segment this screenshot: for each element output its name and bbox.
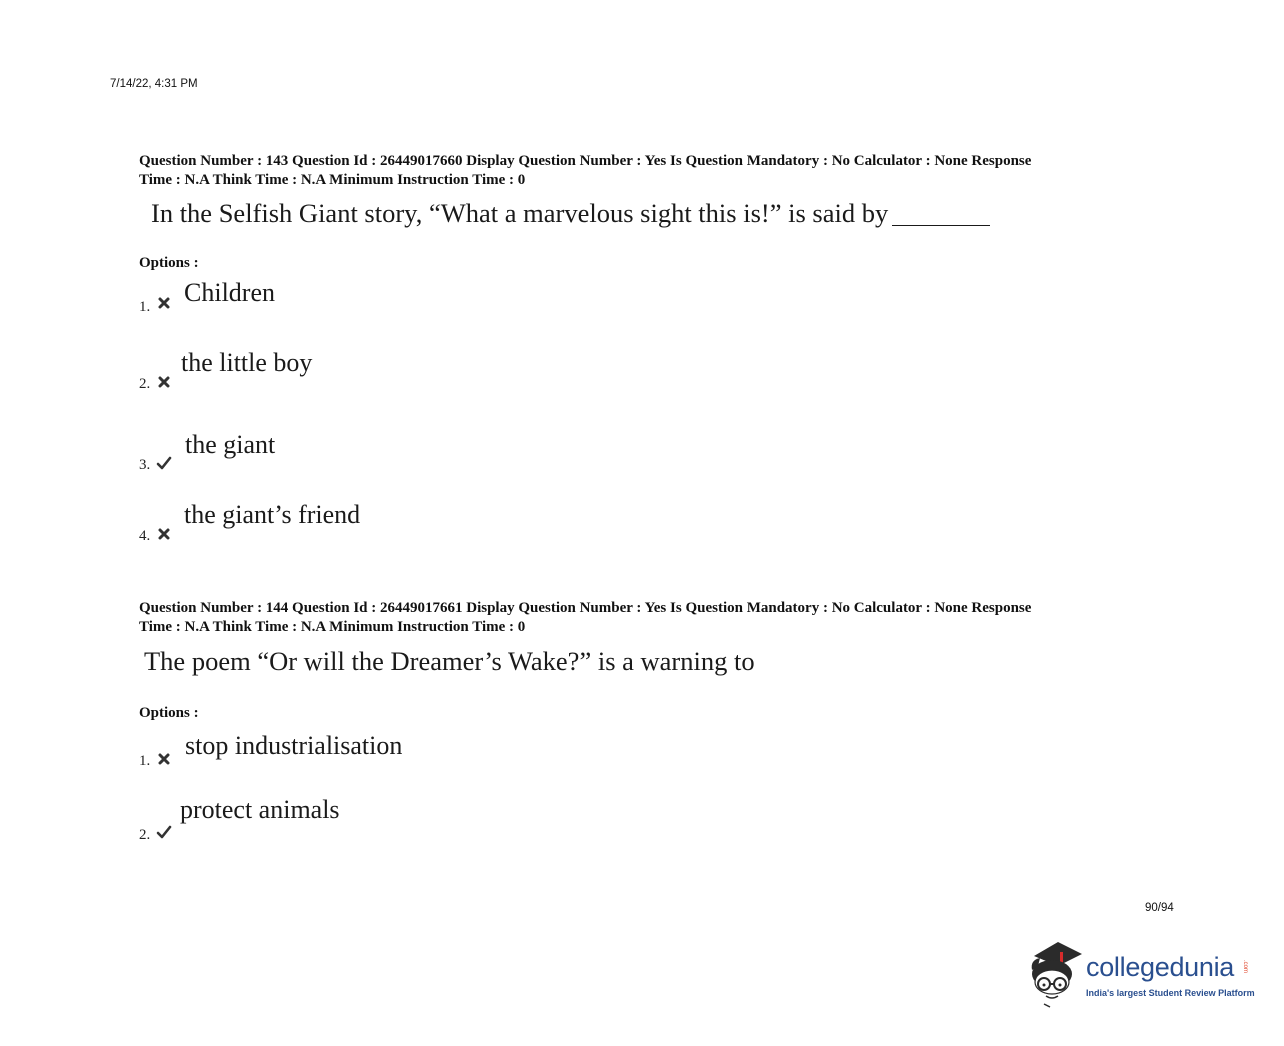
question-meta-line1: Question Number : 143 Question Id : 26449017660 Display Question Number : Yes Is Question Mandatory : No Calculator : None Response (139, 153, 1032, 169)
collegedunia-logo (1024, 938, 1264, 1010)
logo-tagline: India's largest Student Review Platform (1086, 988, 1255, 998)
option-row (139, 278, 739, 328)
cross-icon (156, 374, 172, 390)
option-text: the little boy (181, 348, 313, 377)
option-text: protect animals (180, 795, 340, 824)
option-number: 1. (139, 299, 151, 315)
check-icon (156, 824, 172, 840)
question-text-content: In the Selfish Giant story, “What a marvelous sight this is!” is said by (151, 198, 889, 228)
question-text (151, 198, 990, 229)
question-meta (139, 152, 1149, 190)
option-text: the giant (185, 430, 276, 459)
options-label: Options : (139, 705, 199, 721)
question-meta-line1: Question Number : 144 Question Id : 26449017661 Display Question Number : Yes Is Question Mandatory : No Calculator : None Response (139, 600, 1032, 616)
option-row (139, 731, 739, 781)
cross-icon (156, 295, 172, 311)
logo-suffix: .com (1242, 960, 1248, 974)
cross-icon (156, 751, 172, 767)
option-text: Children (184, 278, 275, 307)
question-meta-line2: Time : N.A Think Time : N.A Minimum Instruction Time : 0 (139, 172, 526, 188)
option-text: stop industrialisation (185, 731, 403, 760)
check-icon (156, 455, 172, 471)
question-meta (139, 599, 1149, 637)
answer-blank (892, 201, 990, 226)
option-number: 2. (139, 827, 151, 843)
option-number: 2. (139, 376, 151, 392)
mascot-icon (1024, 938, 1086, 1010)
option-number: 3. (139, 457, 151, 473)
option-number: 1. (139, 753, 151, 769)
cross-icon (156, 526, 172, 542)
option-row (139, 348, 739, 398)
option-row (139, 795, 739, 845)
option-row (139, 500, 739, 550)
question-block-143 (139, 152, 1149, 552)
options-label: Options : (139, 255, 199, 271)
print-timestamp: 7/14/22, 4:31 PM (110, 78, 198, 90)
question-meta-line2: Time : N.A Think Time : N.A Minimum Instruction Time : 0 (139, 619, 526, 635)
question-text: The poem “Or will the Dreamer’s Wake?” is a warning to (144, 646, 755, 676)
option-number: 4. (139, 528, 151, 544)
question-block-144 (139, 599, 1149, 859)
logo-wordmark: collegedunia (1086, 952, 1235, 982)
page-number: 90/94 (1145, 902, 1174, 914)
option-text: the giant’s friend (184, 500, 361, 529)
option-row (139, 428, 739, 478)
